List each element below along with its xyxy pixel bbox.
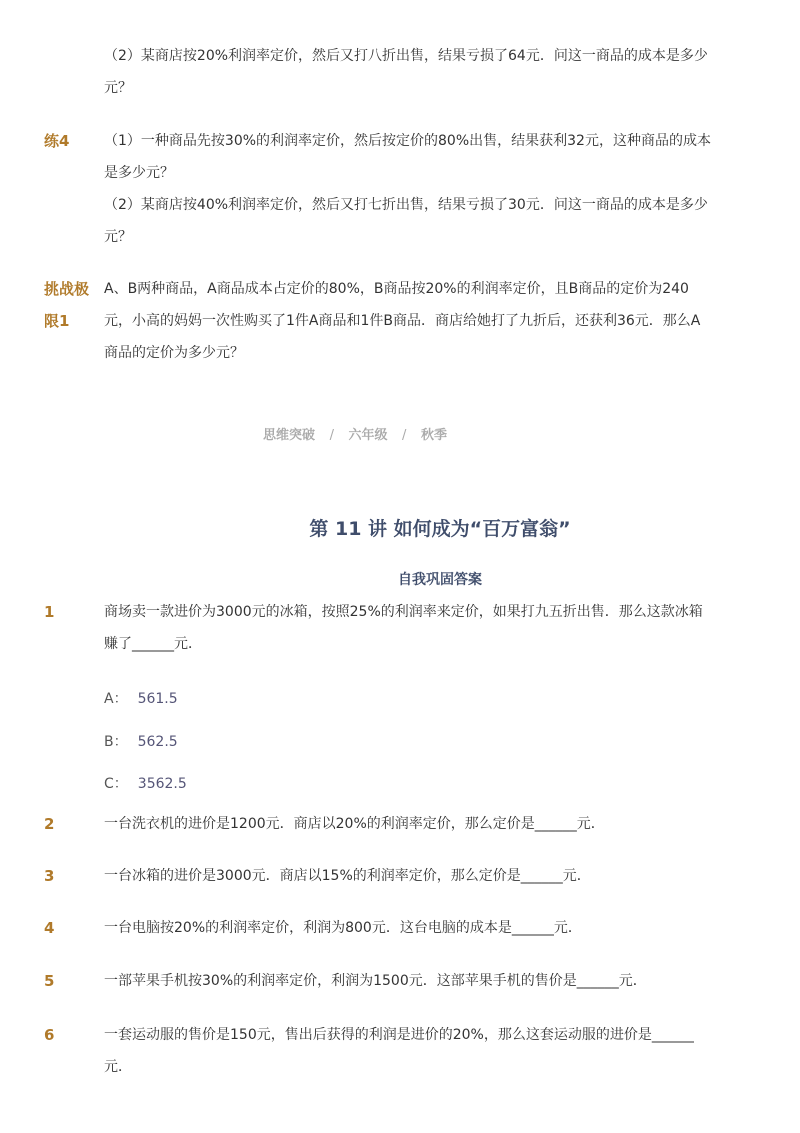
option-b[interactable]	[104, 731, 178, 751]
text-line: 元？	[104, 80, 132, 96]
option-label: C：	[104, 776, 128, 792]
question-text	[104, 1019, 724, 1083]
question-text	[104, 808, 724, 840]
option-value: 562.5	[137, 734, 178, 750]
section-subtitle: 自我巩固答案	[398, 572, 482, 588]
text-line: （2）某商店按40%利润率定价，然后又打七折出售，结果亏损了30元．问这一商品的成本是多少	[104, 197, 708, 213]
text-line: 一部苹果手机按30%的利润率定价，利润为1500元．这部苹果手机的售价是______元．	[104, 973, 647, 989]
text-line: 元，小高的妈妈一次性购买了1件A商品和1件B商品．商店给她打了九折后，还获利36元．那么A	[104, 313, 701, 329]
text-line: 一台电脑按20%的利润率定价，利润为800元．这台电脑的成本是______元．	[104, 920, 582, 936]
label-line: 限1	[44, 312, 70, 330]
question-number: 2	[44, 815, 55, 833]
problem-2-text	[104, 40, 724, 104]
question-number: 3	[44, 867, 55, 885]
text-line: 元．	[104, 1059, 132, 1075]
text-line: 是多少元？	[104, 165, 174, 181]
option-value: 561.5	[137, 691, 178, 707]
question-number: 1	[44, 603, 55, 621]
option-value: 3562.5	[137, 776, 187, 792]
text-line: 一台冰箱的进价是3000元．商店以15%的利润率定价，那么定价是______元．	[104, 868, 591, 884]
lecture-title: 第 11 讲 如何成为“百万富翁”	[309, 518, 571, 540]
footer-separator: /	[402, 428, 407, 443]
text-line: （1）一种商品先按30%的利润率定价，然后按定价的80%出售，结果获利32元，这种商品的成本	[104, 133, 711, 149]
text-line: 商场卖一款进价为3000元的冰箱，按照25%的利润率来定价，如果打九五折出售．那么这款冰箱	[104, 604, 703, 620]
text-line: 一台洗衣机的进价是1200元．商店以20%的利润率定价，那么定价是______元．	[104, 816, 605, 832]
footer-season: 秋季	[420, 428, 447, 443]
challenge-text	[104, 273, 724, 369]
question-text	[104, 860, 724, 892]
page-footer	[0, 424, 710, 443]
text-line: 一套运动服的售价是150元，售出后获得的利润是进价的20%，那么这套运动服的进价是______	[104, 1027, 694, 1043]
text-line: 元？	[104, 229, 132, 245]
footer-series: 思维突破	[263, 428, 316, 443]
text-line: A、B两种商品，A商品成本占定价的80%，B商品按20%的利润率定价，且B商品的定价为240	[104, 281, 689, 297]
question-text	[104, 596, 724, 660]
text-line: 赚了______元．	[104, 636, 202, 652]
text-line: （2）某商店按20%利润率定价，然后又打八折出售，结果亏损了64元．问这一商品的成本是多少	[104, 48, 708, 64]
question-text	[104, 912, 724, 944]
text-line: 商品的定价为多少元？	[104, 345, 244, 361]
challenge-label	[44, 273, 89, 337]
footer-grade: 六年级	[348, 428, 388, 443]
question-number: 6	[44, 1026, 55, 1044]
footer-separator: /	[329, 428, 334, 443]
question-text	[104, 965, 724, 997]
option-label: B：	[104, 734, 128, 750]
option-a[interactable]	[104, 688, 178, 708]
practice-4-text	[104, 125, 724, 253]
question-number: 4	[44, 919, 55, 937]
practice-4-label: 练4	[44, 132, 70, 150]
label-line: 挑战极	[44, 280, 90, 298]
option-label: A：	[104, 691, 128, 707]
question-number: 5	[44, 972, 55, 990]
option-c[interactable]	[104, 773, 187, 793]
